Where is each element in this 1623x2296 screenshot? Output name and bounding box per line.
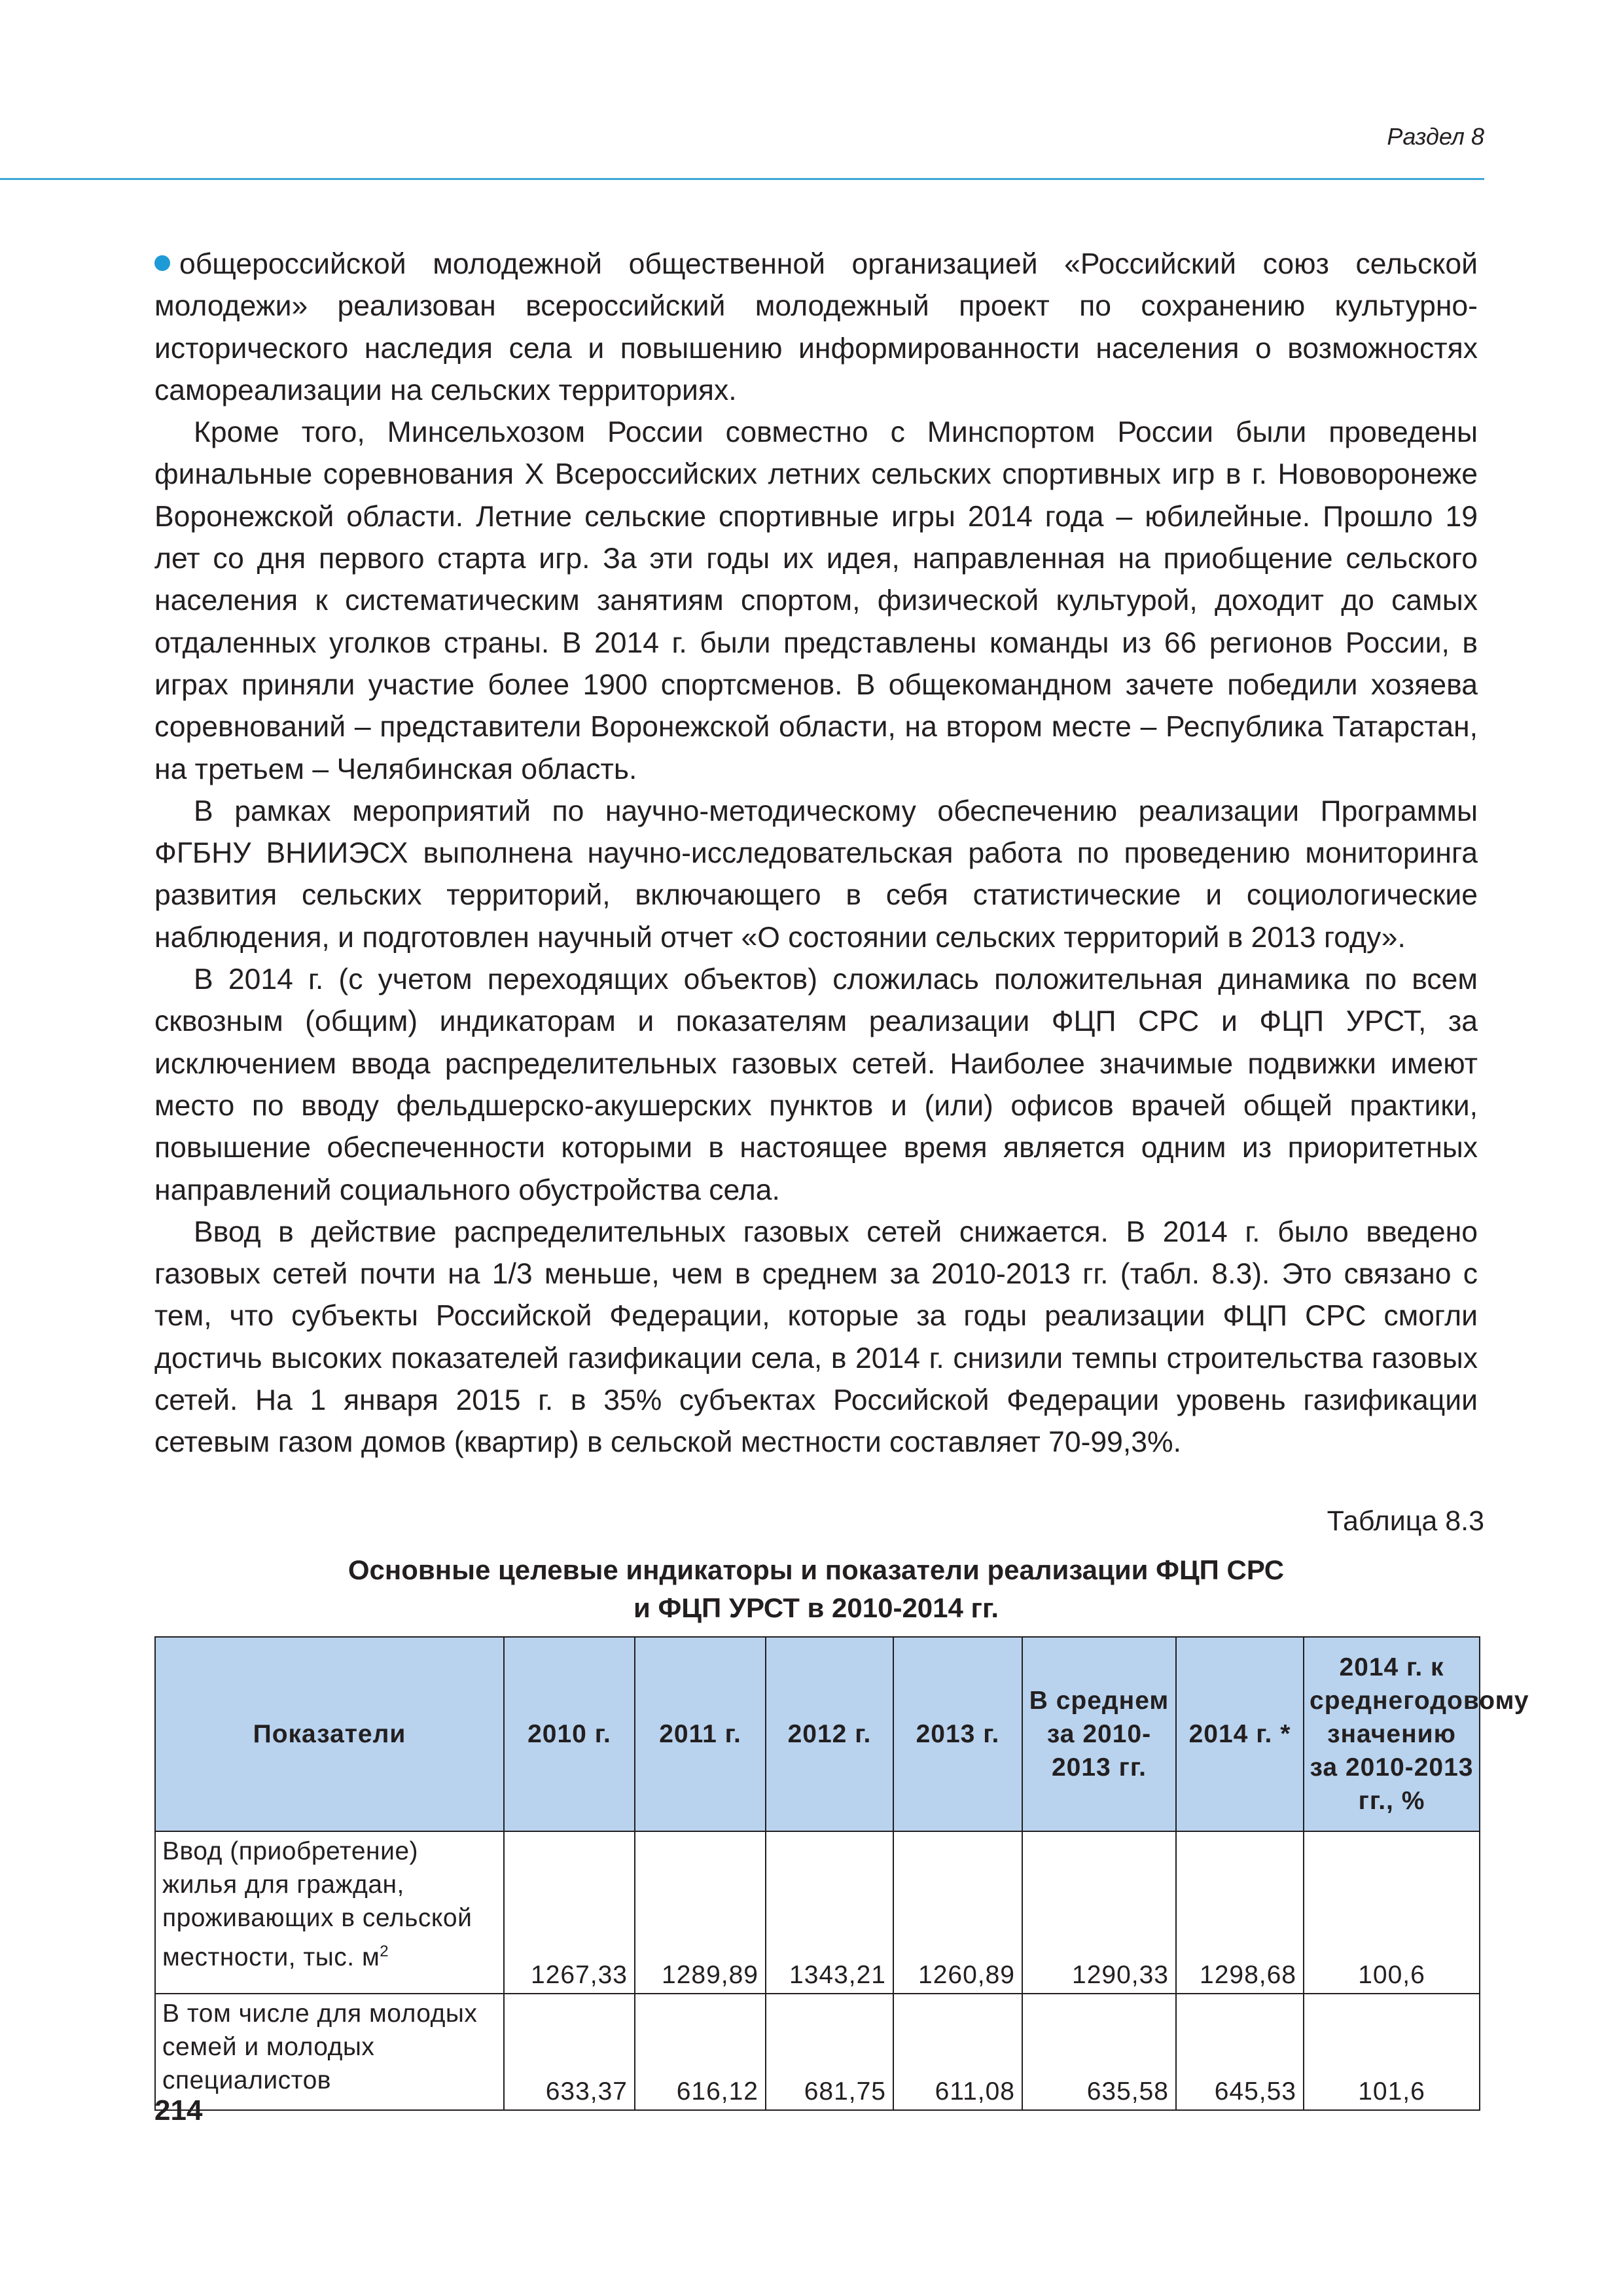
- cell-average: 635,58: [1022, 1994, 1176, 2110]
- table-title-line-1: Основные целевые индикаторы и показатели реализации ФЦП СРС: [348, 1554, 1285, 1585]
- paragraph-3: В рамках мероприятий по научно-методическому обеспечению реализации Программы ФГБНУ ВНИИЭСХ выполнена научно-исследовательская работа по проведению мониторинга развития сельских территорий, включающего в себя статистические и социологические наблюдения, и подготовлен научный отчет «О состоянии сельских территорий в 2013 году».: [154, 795, 1478, 954]
- header-2012: 2012 г.: [766, 1637, 893, 1831]
- table-header-row: [155, 1637, 1480, 1831]
- cell-2013: 611,08: [893, 1994, 1022, 2110]
- header-2011: 2011 г.: [635, 1637, 766, 1831]
- indicators-table: [154, 1636, 1529, 2111]
- row-label: В том числе для молодых семей и молодых специалистов: [155, 1994, 504, 2110]
- cell-2011: 616,12: [635, 1994, 766, 2110]
- table-row: [155, 1831, 1480, 1994]
- cell-2013: 1260,89: [893, 1831, 1022, 1994]
- cell-average: 1290,33: [1022, 1831, 1176, 1994]
- body-text: [154, 243, 1478, 1464]
- header-2010: 2010 г.: [504, 1637, 635, 1831]
- unit-superscript: 2: [380, 1943, 389, 1960]
- paragraph-4: В 2014 г. (с учетом переходящих объектов) сложилась положительная динамика по всем сквозным (общим) индикаторам и показателям реализации ФЦП СРС и ФЦП УРСТ, за исключением ввода распределительных газовых сетей. Наиболее значимые подвижки имеют место по вводу фельдшерско-акушерских пунктов и (или) офисов врачей общей практики, повышение обеспеченности которыми в настоящее время является одним из приоритетных направлений социального обустройства села.: [154, 963, 1478, 1206]
- paragraph-5: Ввод в действие распределительных газовых сетей снижается. В 2014 г. было введено газовых сетей почти на 1/3 меньше, чем в среднем за 2010-2013 гг. (табл. 8.3). Это связано с тем, что субъекты Российской Федерации, которые за годы реализации ФЦП СРС смогли достичь высоких показателей газификации села, в 2014 г. снизили темпы строительства газовых сетей. На 1 января 2015 г. в 35% субъектах Российской Федерации уровень газификации сетевым газом домов (квартир) в сельской местности составляет 70-99,3%.: [154, 1215, 1478, 1459]
- cell-2010: 633,37: [504, 1994, 635, 2110]
- cell-2012: 681,75: [766, 1994, 893, 2110]
- cell-2010: 1267,33: [504, 1831, 635, 1994]
- table-title-line-2: и ФЦП УРСТ в 2010-2014 гг.: [633, 1592, 999, 1623]
- table-row: [155, 1994, 1480, 2110]
- cell-2012: 1343,21: [766, 1831, 893, 1994]
- header-2014: 2014 г. *: [1176, 1637, 1304, 1831]
- section-label: Раздел 8: [1387, 123, 1484, 150]
- paragraph-1-text: общероссийской молодежной общественной организацией «Российский союз сельской молодежи» реализован всероссийский молодежный проект по сохранению культурно-исторического наследия села и повышению информированности населения о возможностях самореализации на сельских территориях.: [154, 248, 1478, 406]
- cell-ratio: 100,6: [1304, 1831, 1480, 1994]
- cell-2011: 1289,89: [635, 1831, 766, 1994]
- header-average: В среднем за 2010-2013 гг.: [1022, 1637, 1176, 1831]
- header-ratio: 2014 г. к среднегодовому значению за 2010-2013 гг., %: [1304, 1637, 1480, 1831]
- paragraph-2: Кроме того, Минсельхозом России совместно с Минспортом России были проведены финальные соревнования X Всероссийских летних сельских спортивных игр в г. Нововоронеже Воронежской области. Летние сельские спортивные игры 2014 года – юбилейные. Прошло 19 лет со дня первого старта игр. За эти годы их идея, направленная на приобщение сельского населения к систематическим занятиям спортом, физической культурой, доходит до самых отдаленных уголков страны. В 2014 г. были представлены команды из 66 регионов России, в играх приняли участие более 1900 спортсменов. В общекомандном зачете победили хозяева соревнований – представители Воронежской области, на втором месте – Республика Татарстан, на третьем – Челябинская область.: [154, 416, 1478, 785]
- table-number: Таблица 8.3: [1327, 1505, 1484, 1537]
- header-2013: 2013 г.: [893, 1637, 1022, 1831]
- cell-ratio: 101,6: [1304, 1994, 1480, 2110]
- header-rule: [0, 178, 1484, 180]
- table-title: [154, 1551, 1478, 1627]
- paragraph-bullet: [154, 243, 1478, 412]
- page-number: 214: [154, 2094, 203, 2126]
- cell-2014: 1298,68: [1176, 1831, 1304, 1994]
- header-indicators: Показатели: [155, 1637, 504, 1831]
- cell-2014: 645,53: [1176, 1994, 1304, 2110]
- row-label: Ввод (приобретение) жилья для граждан, проживающих в сельской местности, тыс. $м^2$: [155, 1831, 504, 1994]
- bullet-icon: [154, 255, 170, 271]
